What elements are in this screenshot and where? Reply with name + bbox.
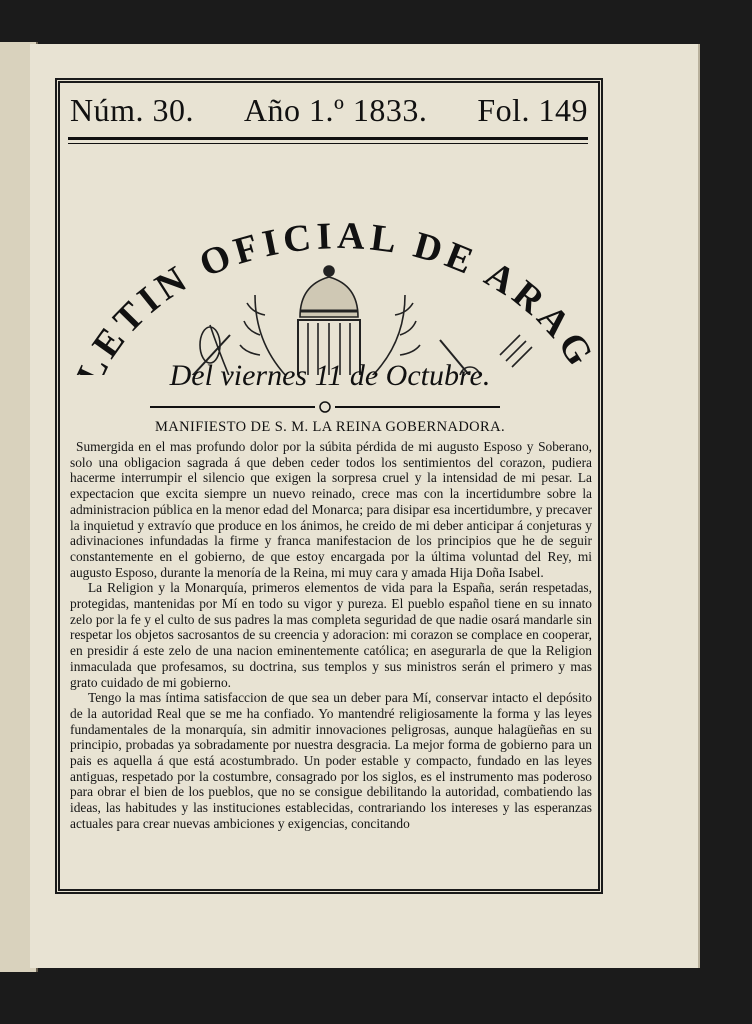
article-body (70, 439, 592, 832)
article-paragraph-1: Sumergida en el mas profundo dolor por la súbita pérdida de mi augusto Esposo y Soberano, solo una obligacion sagrada á que deben ceder todos los sentimientos del corazon, pudiera hacerme interrumpir el silencio que exigen la sorpresa cruel y la intensidad de mi pesar. La expectacion que excita siempre un nuevo reinado, crece mas con la incertidumbre sobre la administracion pública en la menor edad del Monarca; para disipar esa incertidumbre, y precaver la inquietud y extravío que produce en los ánimos, he creido de mi deber anticipar á conjeturas y adivinaciones infundadas la firme y franca manifestacion de los principios que he de seguir constantemente en el gobierno, de que estoy encargada por la última voluntad del Rey, mi augusto Esposo, durante la menoría de la Reina, mi muy cara y amada Hija Doña Isabel. (70, 439, 592, 580)
issue-number: Núm. 30. (70, 91, 194, 128)
article-paragraph-2: La Religion y la Monarquía, primeros elementos de vida para la España, serán respetadas, protegidas, mantenidas por Mí en todo su vigor y pureza. El pueblo español tiene en su innato zelo por la fe y el culto de sus padres la mas completa seguridad de que nadie osará mandarle sin respetar los objetos sacrosantos de su creencia y adoracion: mi corazon se complace en cooperar, en presidir á este zelo de una nacion eminentemente católica; en asegurarla de que la Religion inmaculada que profesamos, su doctrina, sus templos y sus ministros serán el primero y mas grato cuidado de mi gobierno. (70, 580, 592, 690)
publication-date: Del viernes 11 de Octubre. (169, 359, 491, 392)
header-rule-thick (68, 137, 588, 140)
newspaper-page (30, 44, 698, 968)
masthead (60, 145, 600, 375)
page-border-frame (55, 78, 603, 894)
issue-header (70, 89, 588, 131)
folio-number: Fol. 149 (477, 91, 588, 128)
header-rule-thin (68, 143, 588, 144)
masthead-title: LETIN OFICIAL DE ARAG (68, 214, 600, 375)
article-title: MANIFIESTO DE S. M. LA REINA GOBERNADORA. (154, 419, 506, 435)
article-paragraph-3: Tengo la mas íntima satisfaccion de que sea un deber para Mí, conservar intacto el depósito de la autoridad Real que se me ha confiado. Yo mantendré religiosamente la forma y las leyes fundamentales de la monarquía, sin admitir innovaciones peligrosas, aunque halagüeñas en su principio, probadas ya sobradamente por nuestra desgracia. La mejor forma de gobierno para un pais es aquella á que está acostumbrado. Un poder estable y compacto, fundado en las leyes antiguas, respetado por la costumbre, consagrado por los siglos, es el instrumento mas poderoso para obrar el bien de los pueblos, que no se consigue debilitando la autoridad, combatiendo las ideas, las habitudes y las instituciones establecidas, contrariando los intereses y las esperanzas actuales para crear nuevas ambiciones y exigencias, concitando (70, 690, 592, 831)
dateline-ornament-rule (150, 401, 500, 413)
issue-year: Año 1.º 1833. (243, 91, 428, 128)
